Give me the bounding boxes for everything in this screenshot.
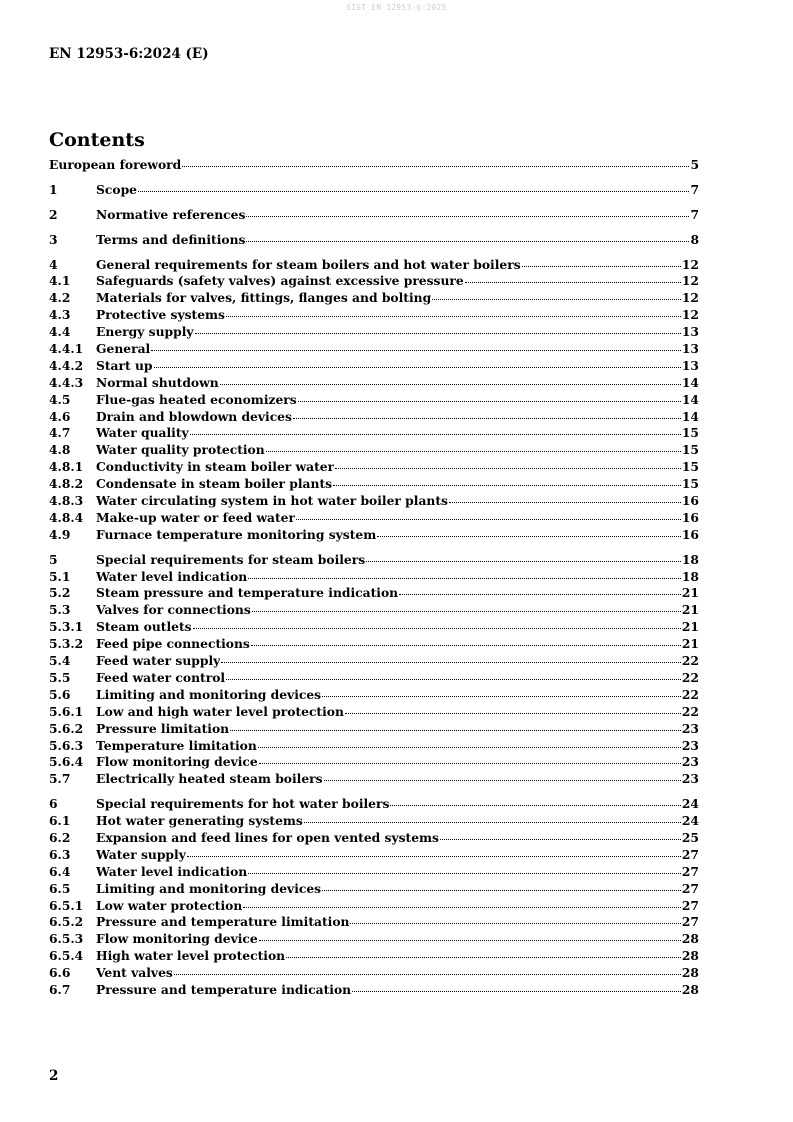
document-id: EN 12953-6:2024 (E) [49, 46, 209, 62]
toc-entry[interactable] [49, 931, 699, 948]
dot-leader [226, 678, 681, 680]
dot-leader [465, 281, 681, 283]
toc-entry-number: 4.8.3 [49, 493, 84, 509]
toc-entry-number: 6.5.4 [49, 948, 84, 964]
toc-entry[interactable] [49, 569, 699, 586]
toc-entry-number: 5.3.1 [49, 619, 84, 635]
toc-entry[interactable] [49, 459, 699, 476]
dot-leader [246, 240, 689, 242]
toc-entry-number: 4.3 [49, 307, 71, 323]
toc-entry[interactable] [49, 207, 699, 224]
dot-leader [449, 501, 681, 503]
toc-entry-title: Scope [96, 181, 137, 197]
toc-entry-title: Temperature limitation [96, 737, 257, 753]
toc-entry-title: Water quality protection [96, 442, 265, 458]
toc-entry-number: 4.4.3 [49, 374, 84, 390]
toc-entry[interactable] [49, 670, 699, 687]
toc-entry-number: 4.6 [49, 408, 71, 424]
toc-entry[interactable] [49, 813, 699, 830]
toc-entry-page: 24 [681, 813, 699, 829]
toc-entry-number: 6.5.1 [49, 897, 84, 913]
toc-entry-title: Flue-gas heated economizers [96, 391, 297, 407]
toc-entry-page: 13 [681, 357, 699, 373]
toc-entry-page: 23 [681, 754, 699, 770]
toc-entry[interactable] [49, 552, 699, 569]
toc-entry-number: 6.5.3 [49, 931, 84, 947]
dot-leader [221, 661, 681, 663]
toc-entry-page: 22 [681, 669, 699, 685]
toc-entry-title: Electrically heated steam boilers [96, 771, 323, 787]
toc-entry-page: 28 [681, 981, 699, 997]
toc-entry-page: 23 [681, 737, 699, 753]
dot-leader [182, 165, 689, 167]
dot-leader [350, 922, 680, 924]
toc-entry[interactable] [49, 425, 699, 442]
dot-leader [324, 779, 681, 781]
toc-entry-title: Flow monitoring device [96, 754, 258, 770]
dot-leader [230, 729, 681, 731]
toc-entry-title: General requirements for steam boilers and hot water boilers [96, 256, 521, 272]
dot-leader [248, 872, 681, 874]
dot-leader [195, 332, 681, 334]
toc-entry[interactable] [49, 307, 699, 324]
toc-entry-number: 6.6 [49, 965, 71, 981]
toc-entry-page: 13 [681, 341, 699, 357]
toc-entry-number: 6.3 [49, 846, 71, 862]
toc-entry-number: 5.5 [49, 669, 71, 685]
dot-leader [138, 190, 689, 192]
toc-entry-number: 4.8 [49, 442, 71, 458]
dot-leader [248, 577, 681, 579]
toc-entry-page: 18 [681, 568, 699, 584]
toc-entry[interactable] [49, 636, 699, 653]
toc-entry[interactable] [49, 290, 699, 307]
toc-entry-number: 5.2 [49, 585, 71, 601]
page-number: 2 [49, 1068, 59, 1084]
toc-entry[interactable] [49, 771, 699, 788]
toc-entry-title: Valves for connections [96, 602, 251, 618]
toc-entry-number: 6.7 [49, 981, 71, 997]
toc-entry-title: Limiting and monitoring devices [96, 686, 322, 702]
toc-entry-title: Start up [96, 357, 153, 373]
toc-entry-page: 7 [690, 206, 699, 222]
toc-entry-title: Water level indication [96, 863, 248, 879]
toc-entry-number: 5.6.1 [49, 703, 84, 719]
toc-entry-title: Pressure and temperature indication [96, 981, 352, 997]
toc-entry[interactable] [49, 257, 699, 274]
toc-entry-page: 25 [681, 829, 699, 845]
toc-entry-page: 14 [681, 374, 699, 390]
toc-entry-number: 4.4.1 [49, 341, 84, 357]
toc-entry[interactable] [49, 881, 699, 898]
toc-entry-number: 4.4.2 [49, 357, 84, 373]
toc-entry-title: Protective systems [96, 307, 225, 323]
dot-leader [352, 990, 681, 992]
toc-entry-page: 22 [681, 653, 699, 669]
toc-entry[interactable] [49, 653, 699, 670]
dot-leader [366, 560, 681, 562]
toc-entry-title: Pressure and temperature limitation [96, 914, 350, 930]
toc-entry-title: Special requirements for hot water boilers [96, 796, 390, 812]
toc-entry-number: 4.8.1 [49, 459, 84, 475]
toc-entry-number: 5.7 [49, 771, 71, 787]
toc-entry-page: 21 [681, 602, 699, 618]
toc-entry-title: Conductivity in steam boiler water [96, 459, 335, 475]
toc-entry-number: 4.8.2 [49, 476, 84, 492]
toc-entry-title: Energy supply [96, 324, 194, 340]
toc-entry-number: 6.5.2 [49, 914, 84, 930]
dot-leader [243, 906, 681, 908]
toc-entry[interactable] [49, 392, 699, 409]
toc-entry-title: Normal shutdown [96, 374, 219, 390]
toc-entry-page: 14 [681, 408, 699, 424]
toc-entry-page: 15 [681, 442, 699, 458]
toc-entry[interactable] [49, 948, 699, 965]
toc-entry[interactable] [49, 830, 699, 847]
toc-entry-number: 4.5 [49, 391, 71, 407]
toc-entry[interactable] [49, 602, 699, 619]
toc-entry[interactable] [49, 493, 699, 510]
toc-entry-number: 4.1 [49, 273, 71, 289]
toc-entry[interactable] [49, 704, 699, 721]
toc-entry[interactable] [49, 409, 699, 426]
toc-entry-number: 5.6 [49, 686, 71, 702]
toc-entry-number: 3 [49, 231, 58, 247]
toc-entry[interactable] [49, 182, 699, 199]
toc-entry-page: 22 [681, 703, 699, 719]
toc-entry-number: 4.4 [49, 324, 71, 340]
toc-entry-page: 12 [681, 290, 699, 306]
toc-entry[interactable] [49, 358, 699, 375]
toc-entry-title: Steam outlets [96, 619, 192, 635]
toc-entry-page: 27 [681, 897, 699, 913]
toc-entry-page: 23 [681, 720, 699, 736]
toc-entry[interactable] [49, 476, 699, 493]
toc-entry-title: Drain and blowdown devices [96, 408, 292, 424]
toc-entry-number: 5.3 [49, 602, 71, 618]
toc-entry-number: 4.8.4 [49, 509, 84, 525]
toc-entry-number: 4.2 [49, 290, 71, 306]
toc-entry[interactable] [49, 324, 699, 341]
toc-entry[interactable] [49, 442, 699, 459]
toc-entry-number: 2 [49, 206, 58, 222]
dot-leader [322, 695, 681, 697]
toc-entry[interactable] [49, 982, 699, 999]
table-of-contents [49, 157, 699, 999]
toc-entry[interactable] [49, 232, 699, 249]
toc-entry-page: 15 [681, 425, 699, 441]
toc-entry-page: 27 [681, 914, 699, 930]
toc-entry-title: Expansion and feed lines for open vented systems [96, 829, 439, 845]
dot-leader [220, 383, 681, 385]
toc-entry-page: 21 [681, 636, 699, 652]
toc-entry-page: 16 [681, 526, 699, 542]
toc-entry-number: 4.9 [49, 526, 71, 542]
toc-entry-title: Materials for valves, fittings, flanges and bolting [96, 290, 432, 306]
toc-entry-title: Water level indication [96, 568, 248, 584]
dot-leader [252, 610, 681, 612]
toc-entry-page: 16 [681, 509, 699, 525]
toc-entry-page: 12 [681, 256, 699, 272]
dot-leader [286, 956, 681, 958]
dot-leader [293, 417, 681, 419]
toc-entry-title: Furnace temperature monitoring system [96, 526, 377, 542]
watermark: SIST EN 12953-6:2025 [346, 3, 447, 12]
toc-entry[interactable] [49, 914, 699, 931]
toc-entry-title: Water circulating system in hot water boiler plants [96, 493, 448, 509]
toc-entry[interactable] [49, 721, 699, 738]
toc-entry[interactable] [49, 864, 699, 881]
toc-entry-title: Steam pressure and temperature indication [96, 585, 399, 601]
toc-entry-title: Pressure limitation [96, 720, 230, 736]
toc-entry-page: 16 [681, 493, 699, 509]
toc-entry-title: Feed pipe connections [96, 636, 250, 652]
dot-leader [259, 939, 681, 941]
toc-entry-page: 21 [681, 619, 699, 635]
dot-leader [226, 315, 681, 317]
toc-entry-number: 5 [49, 551, 58, 567]
dot-leader [251, 644, 681, 646]
toc-entry-title: Special requirements for steam boilers [96, 551, 366, 567]
toc-entry-page: 24 [681, 796, 699, 812]
toc-entry-page: 7 [690, 181, 699, 197]
toc-entry-page: 21 [681, 585, 699, 601]
toc-entry-title: European foreword [49, 157, 182, 172]
toc-entry-page: 23 [681, 771, 699, 787]
dot-leader [335, 467, 681, 469]
toc-entry-title: General [96, 341, 151, 357]
toc-entry-title: Hot water generating systems [96, 813, 303, 829]
toc-entry-number: 5.6.3 [49, 737, 84, 753]
toc-entry-page: 27 [681, 863, 699, 879]
toc-entry[interactable] [49, 527, 699, 544]
toc-entry[interactable] [49, 738, 699, 755]
toc-entry-page: 12 [681, 307, 699, 323]
contents-heading: Contents [49, 129, 145, 151]
toc-entry-page: 15 [681, 476, 699, 492]
toc-entry-page: 15 [681, 459, 699, 475]
dot-leader [399, 593, 681, 595]
dot-leader [522, 265, 681, 267]
toc-entry-title: Water quality [96, 425, 189, 441]
toc-entry-number: 6.1 [49, 813, 71, 829]
dot-leader [259, 762, 681, 764]
toc-entry[interactable] [49, 375, 699, 392]
dot-leader [322, 889, 681, 891]
dot-leader [174, 973, 681, 975]
toc-entry-page: 28 [681, 948, 699, 964]
toc-entry[interactable] [49, 510, 699, 527]
toc-entry-title: Low and high water level protection [96, 703, 344, 719]
toc-entry-page: 28 [681, 965, 699, 981]
dot-leader [304, 821, 681, 823]
toc-entry-page: 5 [690, 157, 699, 172]
dot-leader [390, 804, 680, 806]
dot-leader [246, 215, 689, 217]
toc-entry-title: High water level protection [96, 948, 286, 964]
toc-entry-number: 4 [49, 256, 58, 272]
toc-entry-title: Vent valves [96, 965, 173, 981]
toc-entry-title: Condensate in steam boiler plants [96, 476, 333, 492]
toc-entry-title: Normative references [96, 206, 246, 222]
toc-entry[interactable] [49, 585, 699, 602]
dot-leader [258, 746, 681, 748]
toc-entry-title: Water supply [96, 846, 186, 862]
dot-leader [296, 518, 681, 520]
toc-entry[interactable] [49, 965, 699, 982]
toc-entry-number: 5.3.2 [49, 636, 84, 652]
toc-entry-page: 22 [681, 686, 699, 702]
toc-entry-title: Feed water supply [96, 653, 221, 669]
dot-leader [440, 838, 681, 840]
toc-entry-title: Terms and definitions [96, 231, 246, 247]
toc-entry-page: 27 [681, 846, 699, 862]
dot-leader [190, 433, 681, 435]
dot-leader [345, 712, 681, 714]
toc-entry-page: 18 [681, 551, 699, 567]
toc-entry-title: Safeguards (safety valves) against excessive pressure [96, 273, 464, 289]
toc-entry-number: 5.4 [49, 653, 71, 669]
toc-entry[interactable] [49, 796, 699, 813]
toc-entry[interactable] [49, 341, 699, 358]
toc-entry-title: Low water protection [96, 897, 243, 913]
toc-entry[interactable] [49, 619, 699, 636]
toc-entry[interactable] [49, 273, 699, 290]
toc-entry-number: 6.2 [49, 829, 71, 845]
toc-entry[interactable] [49, 687, 699, 704]
toc-entry-title: Limiting and monitoring devices [96, 880, 322, 896]
toc-entry-number: 1 [49, 181, 58, 197]
toc-entry-page: 27 [681, 880, 699, 896]
dot-leader [432, 298, 681, 300]
toc-entry-page: 12 [681, 273, 699, 289]
toc-entry-number: 5.6.2 [49, 720, 84, 736]
toc-entry[interactable] [49, 157, 699, 174]
dot-leader [193, 627, 681, 629]
toc-entry-number: 6.4 [49, 863, 71, 879]
toc-entry[interactable] [49, 847, 699, 864]
toc-entry-number: 4.7 [49, 425, 71, 441]
dot-leader [377, 535, 681, 537]
toc-entry[interactable] [49, 898, 699, 915]
dot-leader [187, 855, 681, 857]
toc-entry-number: 6.5 [49, 880, 71, 896]
dot-leader [266, 450, 681, 452]
toc-entry-title: Make-up water or feed water [96, 509, 295, 525]
toc-entry-number: 5.1 [49, 568, 71, 584]
toc-entry[interactable] [49, 754, 699, 771]
toc-entry-number: 6 [49, 796, 58, 812]
toc-entry-number: 5.6.4 [49, 754, 84, 770]
dot-leader [154, 366, 681, 368]
toc-entry-title: Flow monitoring device [96, 931, 258, 947]
toc-entry-page: 28 [681, 931, 699, 947]
dot-leader [333, 484, 681, 486]
toc-entry-page: 14 [681, 391, 699, 407]
toc-entry-title: Feed water control [96, 669, 226, 685]
toc-entry-page: 8 [690, 231, 699, 247]
dot-leader [151, 349, 681, 351]
dot-leader [298, 400, 681, 402]
toc-entry-page: 13 [681, 324, 699, 340]
